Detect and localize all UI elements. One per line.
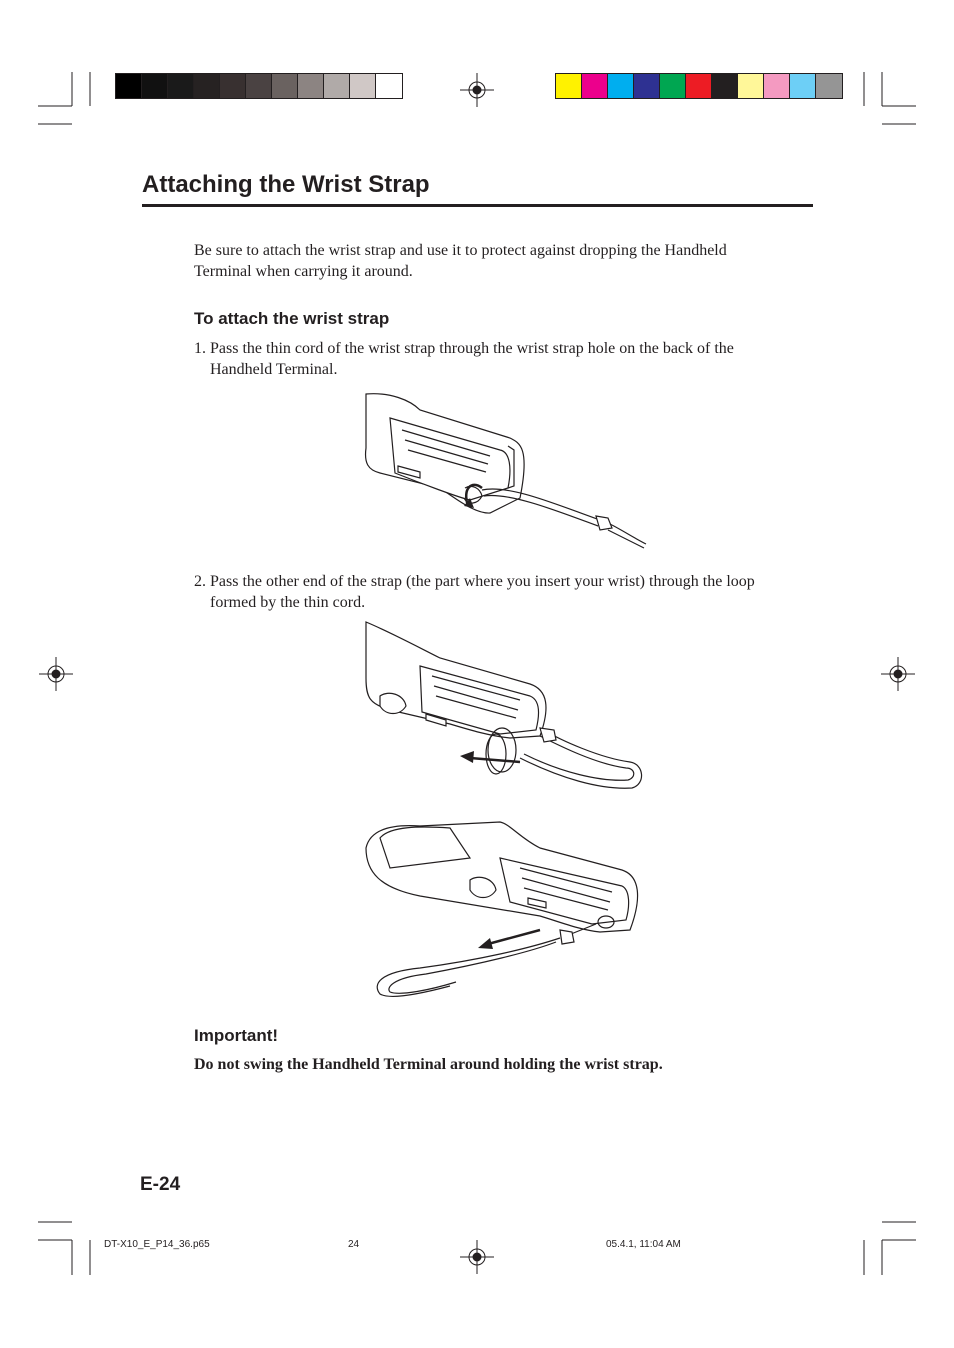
illustration-thread-cord	[360, 388, 650, 550]
illustration-loop-strap	[360, 618, 650, 796]
illustration-strap-attached	[360, 818, 650, 1002]
gray-swatch	[220, 74, 246, 98]
gray-swatch	[350, 74, 376, 98]
gray-swatch	[168, 74, 194, 98]
gray-swatch	[246, 74, 272, 98]
color-swatch	[660, 74, 686, 98]
color-swatch	[738, 74, 764, 98]
step-1-number: 1.	[194, 340, 206, 357]
color-swatch	[790, 74, 816, 98]
footer-file-name: DT-X10_E_P14_36.p65	[104, 1239, 210, 1250]
gray-swatch	[116, 74, 142, 98]
page-number: E-24	[140, 1174, 181, 1195]
color-swatch	[764, 74, 790, 98]
step-1-line-2: Handheld Terminal.	[210, 361, 338, 378]
registration-target-icon	[460, 1240, 494, 1274]
footer-page: 24	[348, 1239, 360, 1250]
page-title: Attaching the Wrist Strap	[142, 171, 430, 198]
registration-target-icon	[881, 657, 915, 691]
procedure-heading: To attach the wrist strap	[194, 309, 390, 328]
footer-timestamp: 05.4.1, 11:04 AM	[606, 1239, 681, 1250]
gray-swatch	[272, 74, 298, 98]
step-2-line-1: Pass the other end of the strap (the part where you insert your wrist) through the loop	[210, 573, 755, 590]
step-1-line-1: Pass the thin cord of the wrist strap through the wrist strap hole on the back of the	[210, 340, 734, 357]
gray-swatch	[324, 74, 350, 98]
color-swatch	[686, 74, 712, 98]
color-swatch	[816, 74, 842, 98]
gray-swatch	[376, 74, 402, 98]
gray-swatch	[298, 74, 324, 98]
gray-swatch	[142, 74, 168, 98]
step-2-line-2: formed by the thin cord.	[210, 594, 366, 611]
important-heading: Important!	[194, 1026, 279, 1045]
important-text: Do not swing the Handheld Terminal around holding the wrist strap.	[194, 1056, 663, 1073]
intro-line-1: Be sure to attach the wrist strap and use it to protect against dropping the Handheld	[194, 242, 727, 259]
registration-target-icon	[460, 73, 494, 107]
registration-target-icon	[39, 657, 73, 691]
step-2-number: 2.	[194, 573, 206, 590]
intro-line-2: Terminal when carrying it around.	[194, 263, 413, 280]
color-swatch	[634, 74, 660, 98]
process-color-bar	[555, 73, 843, 99]
color-swatch	[712, 74, 738, 98]
color-swatch	[582, 74, 608, 98]
gray-color-bar	[115, 73, 403, 99]
gray-swatch	[194, 74, 220, 98]
color-swatch	[608, 74, 634, 98]
color-swatch	[556, 74, 582, 98]
title-rule	[142, 204, 813, 207]
